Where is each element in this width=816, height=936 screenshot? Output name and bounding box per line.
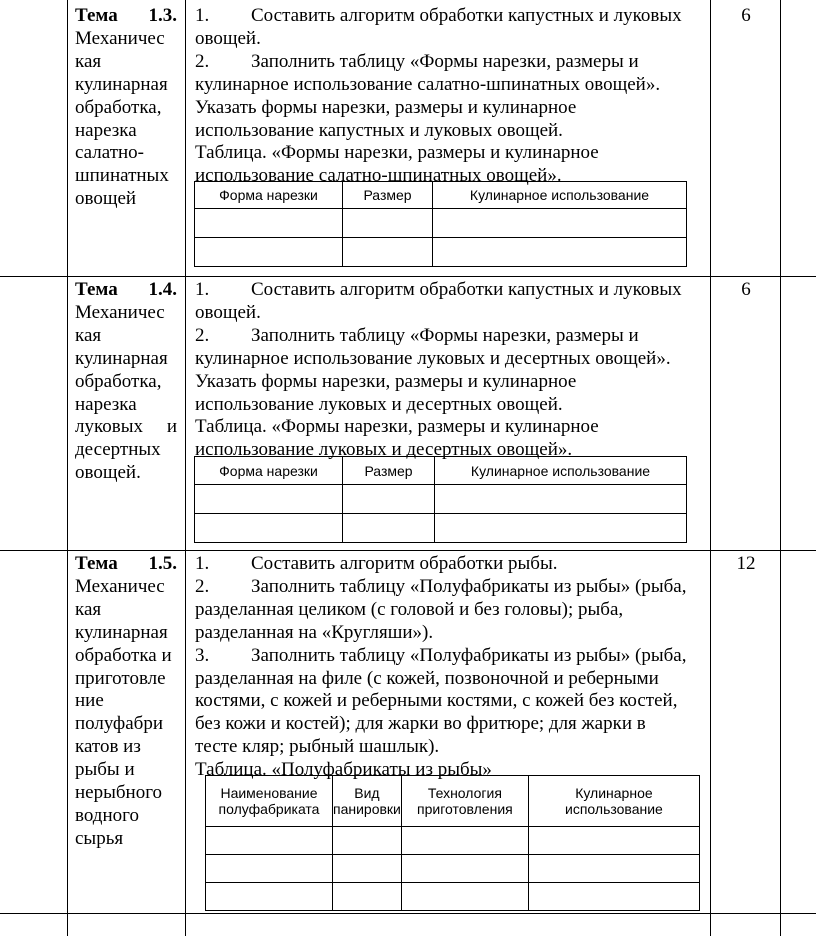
grid-line-hours [780,0,781,936]
empty-cell [343,485,435,514]
empty-cell [333,883,402,911]
fish-semifinished-table [205,775,700,911]
empty-cell [433,209,687,238]
column-header: Размер [343,182,433,209]
topic-number: 1.4. [148,279,177,300]
task-text-line: костями, с кожей и реберными костями, с кожей без костей, [195,690,678,712]
topic-text-line: нарезка [75,119,137,141]
task-item-line: 2. Заполнить таблицу «Полуфабрикаты из рыбы» (рыба, [195,575,687,597]
task-item-line: 3. Заполнить таблицу «Полуфабрикаты из рыбы» (рыба, [195,644,687,666]
topic-text-line: нерыбного [75,782,163,804]
topic-title [75,279,177,485]
grid-line-theme [185,0,186,936]
hours-value: 6 [741,279,751,300]
cutting-forms-table [194,181,687,267]
empty-cell [195,209,343,238]
column-header: Технология приготовления [401,776,528,827]
empty-cell [195,238,343,267]
empty-cell [401,883,528,911]
topic-text-line: нарезка [75,393,137,415]
task-item-line: 1. Составить алгоритм обработки рыбы. [195,553,558,574]
topic-text-line: Механичес [75,301,165,323]
topic-label: Тема [75,279,118,300]
task-text-line: Указать формы нарезки, размеры и кулинарное [195,96,577,118]
cutting-forms-table [194,456,687,543]
empty-cell [195,485,343,514]
task-text-line: Таблица. «Полуфабрикаты из рыбы» [195,759,492,781]
task-item-line: 1. Составить алгоритм обработки капустных и луковых [195,5,682,26]
grid-line-content [710,0,711,936]
empty-cell [333,827,402,855]
empty-cell [333,855,402,883]
topic-text-line: овощей [75,188,137,210]
topic-text-line: водного [75,804,139,826]
task-item-line: 1. Составить алгоритм обработки капустных и луковых [195,279,682,300]
task-text-line: кулинарное использование салатно-шпинатных овощей». [195,73,661,95]
topic-label: Тема [75,553,118,574]
task-text-line: Таблица. «Формы нарезки, размеры и кулинарное [195,142,599,164]
task-text-line: Указать формы нарезки, размеры и кулинарное [195,370,577,392]
topic-text-line: кая [75,50,102,72]
topic-number: 1.5. [148,553,177,574]
topic-text-line: рыбы и [75,759,135,781]
topic-text-line: салатно- [75,142,144,164]
task-item-line: 2. Заполнить таблицу «Формы нарезки, размеры и [195,50,639,72]
task-content [195,5,707,188]
task-content [195,553,707,782]
topic-text-line: луковых и [75,416,177,438]
empty-cell [401,827,528,855]
column-header: Кулинарное использование [433,182,687,209]
empty-cell [528,827,699,855]
task-text-line: использование капустных и луковых овощей. [195,119,563,141]
task-text-line: овощей. [195,27,261,49]
task-text-line: Таблица. «Формы нарезки, размеры и кулинарное [195,416,599,438]
topic-label: Тема [75,5,118,26]
topic-text-line: кая [75,598,102,620]
topic-title [75,5,177,211]
topic-text-line: ние [75,690,104,712]
topic-text-line: овощей. [75,462,141,484]
empty-cell [343,514,435,543]
topic-text-line: кулинарная [75,73,168,95]
empty-cell [343,209,433,238]
topic-title [75,553,177,851]
empty-cell [435,514,687,543]
topic-text-line: десертных [75,439,161,461]
empty-cell [206,827,333,855]
topic-text-line: приготовле [75,667,166,689]
column-header: Размер [343,457,435,485]
topic-text-line: Механичес [75,575,165,597]
empty-cell [343,238,433,267]
column-header: Кулинарное использование [435,457,687,485]
topic-text-line: шпинатных [75,165,169,187]
topic-text-line: сырья [75,827,124,849]
task-text-line: овощей. [195,301,261,323]
task-text-line: разделанная целиком (с головой и без головы); рыба, [195,598,624,620]
column-header: Наименование полуфабриката [206,776,333,827]
topic-text-line: кулинарная [75,347,168,369]
grid-line-row-2 [0,550,816,551]
empty-cell [528,883,699,911]
column-header: Вид панировки [333,776,402,827]
topic-text-line: полуфабри [75,713,164,735]
empty-cell [435,485,687,514]
empty-cell [433,238,687,267]
topic-number: 1.3. [148,5,177,26]
empty-cell [401,855,528,883]
empty-cell [195,514,343,543]
topic-text-line: кулинарная [75,621,168,643]
grid-line-bottom [0,913,816,914]
task-text-line: использование салатно-шпинатных овощей». [195,165,562,187]
column-header: Форма нарезки [195,457,343,485]
column-header: Форма нарезки [195,182,343,209]
topic-text-line: катов из [75,736,141,758]
task-item-line: 2. Заполнить таблицу «Формы нарезки, размеры и [195,324,639,346]
task-text-line: разделанная на «Кругляши»). [195,621,434,643]
grid-line-row-1 [0,276,816,277]
empty-cell [206,855,333,883]
task-text-line: использование луковых и десертных овощей. [195,393,563,415]
empty-cell [206,883,333,911]
hours-value: 12 [736,553,756,574]
task-content [195,279,707,462]
column-header: Кулинарное использование [528,776,699,827]
topic-text-line: обработка, [75,96,162,118]
task-text-line: без кожи и костей); для жарки во фритюре; для жарки в [195,713,646,735]
topic-text-line: обработка, [75,370,162,392]
task-text-line: использование луковых и десертных овощей». [195,439,573,461]
hours-value: 6 [741,5,751,26]
empty-cell [528,855,699,883]
task-text-line: кулинарное использование луковых и десертных овощей». [195,347,671,369]
topic-text-line: Механичес [75,27,165,49]
topic-text-line: кая [75,324,102,346]
task-text-line: разделанная на филе (с кожей, позвоночной и реберными [195,667,659,689]
grid-line-left [67,0,68,936]
topic-text-line: обработка и [75,644,172,666]
task-text-line: тесте кляр; рыбный шашлык). [195,736,440,758]
